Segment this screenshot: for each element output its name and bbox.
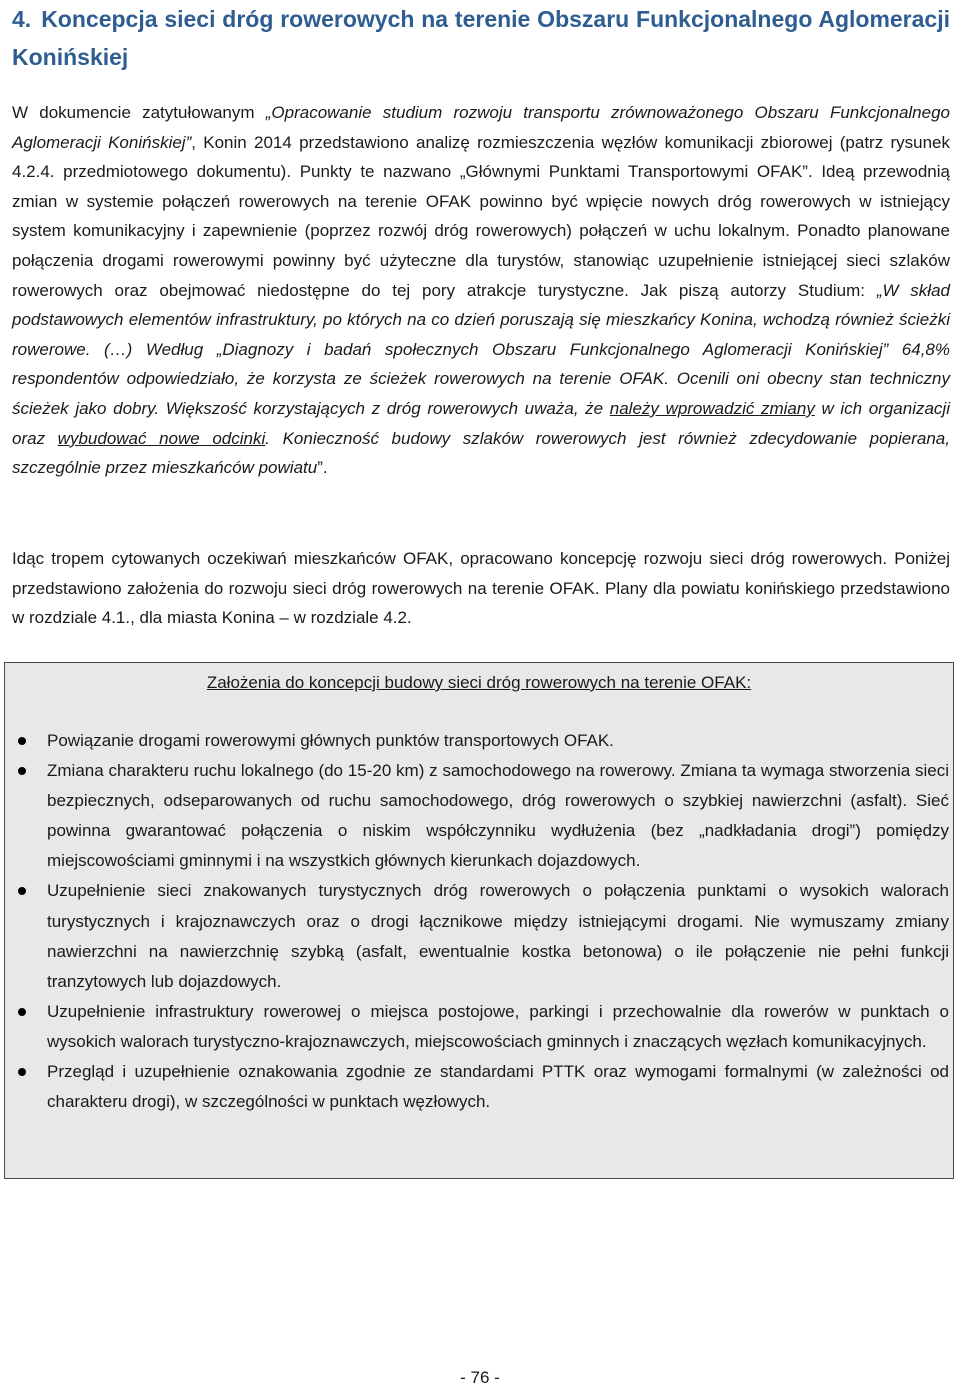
underlined-quote: wybudować nowe odcinki <box>57 428 266 448</box>
bullet-icon <box>18 767 26 775</box>
assumptions-box <box>4 662 954 1179</box>
list-item-text: Uzupełnienie sieci znakowanych turystycznych dróg rowerowych o połączenia punktami o wysokich walorach turystycznych i krajoznawczych oraz o drogi łącznikowe między istniejącymi drogami. Nie wymuszamy zmiany nawierzchni na nawierzchnię szybką (asfalt, ewentualnie kostka betonowa) o ile połączenie nie pełni funkcji tranzytowych lub dojazdowych. <box>47 881 949 991</box>
list-item <box>13 756 949 876</box>
list-item-text: Przegląd i uzupełnienie oznakowania zgodnie ze standardami PTTK oraz wymogami formalnymi (w zależności od charakteru drogi), w szczególności w punktach węzłowych. <box>47 1062 949 1112</box>
list-item-text: Powiązanie drogami rowerowymi głównych punktów transportowych OFAK. <box>47 731 614 750</box>
section-heading <box>12 0 950 76</box>
bullet-icon <box>18 1008 26 1016</box>
list-item <box>13 997 949 1057</box>
list-item-text: Uzupełnienie infrastruktury rowerowej o miejsca postojowe, parkingi i przechowalnie dla rowerów w punktach o wysokich walorach turystyczno-krajoznawczych, miejscowościach gminnych i znaczących węzłach komunikacyjnych. <box>47 1001 949 1051</box>
list-item <box>13 876 949 996</box>
bullet-icon <box>18 1068 26 1076</box>
study-quote: „W skład podstawowych elementów infrastruktury, po których na co dzień poruszają się mieszkańcy Konina, wchodzą również ścieżki rowerowe. (…) Według „Diagnozy i badań społecznych Obszaru Funkcjonalnego Aglomeracji Konińskiej” 64,8% respondentów odpowiedziało, że korzysta ze ścieżek rowerowych na terenie OFAK. Ocenili oni obecny stan techniczny ścieżek jako dobry. Większość korzystających z dróg rowerowych uważa, że <box>12 280 950 418</box>
text-run: ”. <box>317 458 328 478</box>
list-item <box>13 726 949 756</box>
section-number: 4. <box>12 6 32 32</box>
underlined-quote: należy wprowadzić zmiany <box>609 398 815 418</box>
list-item <box>13 1057 949 1117</box>
bullet-icon <box>18 737 26 745</box>
section-title: Koncepcja sieci dróg rowerowych na terenie Obszaru Funkcjonalnego Aglomeracji Konińskiej <box>12 6 950 70</box>
study-quote: . Konieczność budowy szlaków rowerowych jest również zdecydowanie popierana, szczególnie przez mieszkańców powiatu <box>12 428 950 478</box>
intro-paragraph <box>12 98 950 483</box>
text-run: , Konin 2014 przedstawiono analizę rozmieszczenia węzłów komunikacji zbiorowej (patrz rysunek 4.2.4. przedmiotowego dokumentu). Punkty te nazwano „Głównymi Punktami Transportowymi OFAK”. Ideą przewodnią zmian w systemie połączeń rowerowych na terenie OFAK powinno być wpięcie nowych dróg rowerowych w istniejący system komunikacyjny i zapewnienie (poprzez rozwój dróg rowerowych) połączeń w uchu lokalnym. Ponadto planowane połączenia drogami rowerowymi powinny być użyteczne dla turystów, stanowiąc uzupełnienie istniejącej sieci szlaków rowerowych oraz obejmować niedostępne do tej pory atrakcje turystyczne. Jak piszą autorzy Studium: <box>12 132 951 300</box>
list-item-text: Zmiana charakteru ruchu lokalnego (do 15-20 km) z samochodowego na rowerowy. Zmiana ta wymaga stworzenia sieci bezpiecznych, odseparowanych od ruchu samochodowego, dróg rowerowych o szybkiej nawierzchni (asfalt). Sieć powinna gwarantować połączenia o niskim współczynniku wydłużenia (bez „nadkładania drogi”) pomiędzy miejscowościami gminnymi i na wszystkich głównych kierunkach dojazdowych. <box>47 761 949 871</box>
text-run: W dokumencie zatytułowanym <box>12 103 266 122</box>
document-title-citation: „Opracowanie studium rozwoju transportu zrównoważonego Obszaru Funkcjonalnego Aglomeracji Konińskiej” <box>12 103 950 152</box>
concept-paragraph: Idąc tropem cytowanych oczekiwań mieszkańców OFAK, opracowano koncepcję rozwoju sieci dróg rowerowych. Poniżej przedstawiono założenia do rozwoju sieci dróg rowerowych na terenie OFAK. Plany dla powiatu konińskiego przedstawiono w rozdziale 4.1., dla miasta Konina – w rozdziale 4.2. <box>12 549 950 628</box>
page-number: - 76 - <box>460 1368 500 1387</box>
study-quote: w ich organizacji oraz <box>12 398 950 448</box>
assumptions-title: Założenia do koncepcji budowy sieci dróg rowerowych na terenie OFAK: <box>206 673 752 692</box>
bullet-icon <box>18 887 26 895</box>
assumptions-list <box>13 726 949 1117</box>
